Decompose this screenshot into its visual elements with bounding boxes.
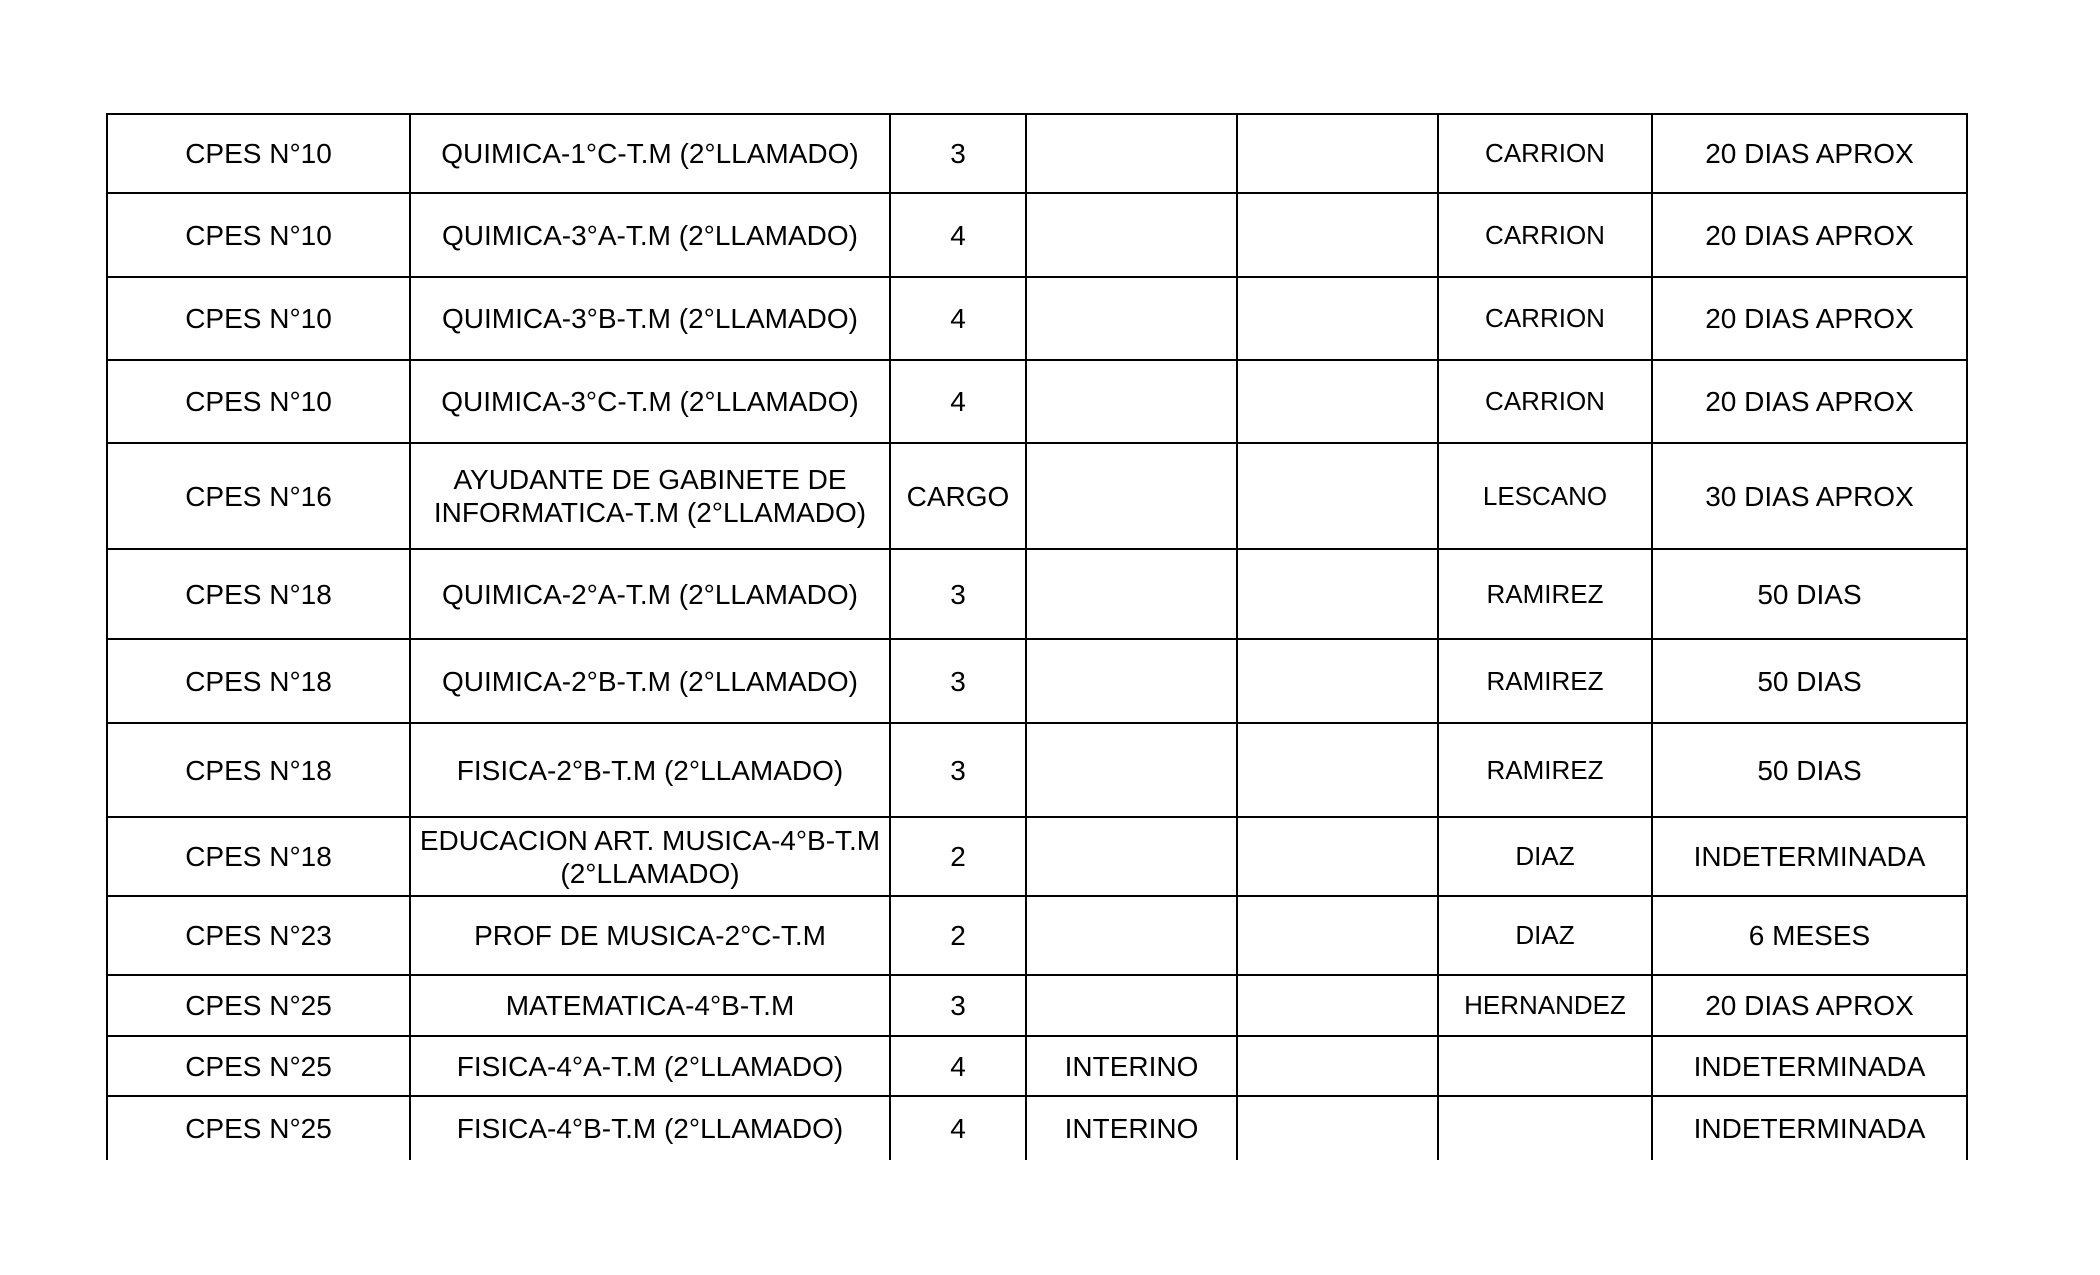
duration-cell: 50 DIAS: [1652, 549, 1967, 639]
school-cell: CPES N°18: [107, 549, 410, 639]
school-cell: CPES N°18: [107, 817, 410, 896]
name-cell: CARRION: [1438, 277, 1652, 360]
hours-cell: CARGO: [890, 443, 1026, 549]
name-cell: CARRION: [1438, 360, 1652, 443]
hours-cell: 4: [890, 277, 1026, 360]
duration-cell: INDETERMINADA: [1652, 1096, 1967, 1160]
subject-cell: QUIMICA-2°A-T.M (2°LLAMADO): [410, 549, 890, 639]
school-cell: CPES N°23: [107, 896, 410, 975]
school-cell: CPES N°25: [107, 975, 410, 1036]
school-cell: CPES N°18: [107, 723, 410, 817]
subject-cell: QUIMICA-2°B-T.M (2°LLAMADO): [410, 639, 890, 723]
subject-cell: QUIMICA-1°C-T.M (2°LLAMADO): [410, 114, 890, 193]
subject-cell: QUIMICA-3°C-T.M (2°LLAMADO): [410, 360, 890, 443]
extra-cell: [1237, 1096, 1438, 1160]
subject-cell: AYUDANTE DE GABINETE DE INFORMATICA-T.M (2°LLAMADO): [410, 443, 890, 549]
status-cell: [1026, 443, 1237, 549]
hours-cell: 3: [890, 549, 1026, 639]
subject-cell: QUIMICA-3°A-T.M (2°LLAMADO): [410, 193, 890, 277]
school-cell: CPES N°16: [107, 443, 410, 549]
school-cell: CPES N°10: [107, 277, 410, 360]
name-cell: DIAZ: [1438, 817, 1652, 896]
duration-cell: 20 DIAS APROX: [1652, 193, 1967, 277]
duration-cell: INDETERMINADA: [1652, 817, 1967, 896]
duration-cell: 50 DIAS: [1652, 723, 1967, 817]
name-cell: LESCANO: [1438, 443, 1652, 549]
extra-cell: [1237, 549, 1438, 639]
extra-cell: [1237, 975, 1438, 1036]
table-row: [107, 277, 1967, 360]
name-cell: RAMIREZ: [1438, 723, 1652, 817]
extra-cell: [1237, 193, 1438, 277]
hours-cell: 3: [890, 723, 1026, 817]
hours-cell: 4: [890, 1096, 1026, 1160]
table-row: [107, 114, 1967, 193]
extra-cell: [1237, 443, 1438, 549]
duration-cell: INDETERMINADA: [1652, 1036, 1967, 1096]
table-row: [107, 639, 1967, 723]
table-row: [107, 443, 1967, 549]
hours-cell: 4: [890, 1036, 1026, 1096]
duration-cell: 20 DIAS APROX: [1652, 114, 1967, 193]
extra-cell: [1237, 360, 1438, 443]
duration-cell: 20 DIAS APROX: [1652, 360, 1967, 443]
extra-cell: [1237, 639, 1438, 723]
hours-cell: 4: [890, 360, 1026, 443]
school-cell: CPES N°18: [107, 639, 410, 723]
subject-cell: MATEMATICA-4°B-T.M: [410, 975, 890, 1036]
extra-cell: [1237, 723, 1438, 817]
table-row: [107, 975, 1967, 1036]
duration-cell: 20 DIAS APROX: [1652, 277, 1967, 360]
duration-cell: 6 MESES: [1652, 896, 1967, 975]
extra-cell: [1237, 277, 1438, 360]
status-cell: [1026, 549, 1237, 639]
name-cell: RAMIREZ: [1438, 639, 1652, 723]
status-cell: [1026, 360, 1237, 443]
extra-cell: [1237, 114, 1438, 193]
table-row: [107, 549, 1967, 639]
subject-cell: FISICA-4°B-T.M (2°LLAMADO): [410, 1096, 890, 1160]
name-cell: RAMIREZ: [1438, 549, 1652, 639]
status-cell: [1026, 975, 1237, 1036]
status-cell: [1026, 114, 1237, 193]
duration-cell: 50 DIAS: [1652, 639, 1967, 723]
status-cell: [1026, 817, 1237, 896]
extra-cell: [1237, 896, 1438, 975]
status-cell: [1026, 723, 1237, 817]
table-row: [107, 360, 1967, 443]
school-cell: CPES N°10: [107, 193, 410, 277]
hours-cell: 2: [890, 896, 1026, 975]
status-cell: [1026, 277, 1237, 360]
school-cell: CPES N°10: [107, 114, 410, 193]
table-row: [107, 817, 1967, 896]
hours-cell: 4: [890, 193, 1026, 277]
school-cell: CPES N°10: [107, 360, 410, 443]
duration-cell: 30 DIAS APROX: [1652, 443, 1967, 549]
name-cell: CARRION: [1438, 193, 1652, 277]
table-body: [107, 114, 1967, 1160]
school-cell: CPES N°25: [107, 1036, 410, 1096]
school-cell: CPES N°25: [107, 1096, 410, 1160]
table-row: [107, 1096, 1967, 1160]
name-cell: CARRION: [1438, 114, 1652, 193]
subject-cell: QUIMICA-3°B-T.M (2°LLAMADO): [410, 277, 890, 360]
hours-cell: 2: [890, 817, 1026, 896]
table-row: [107, 193, 1967, 277]
extra-cell: [1237, 1036, 1438, 1096]
hours-cell: 3: [890, 975, 1026, 1036]
status-cell: [1026, 193, 1237, 277]
table-row: [107, 896, 1967, 975]
status-cell: [1026, 639, 1237, 723]
table-row: [107, 723, 1967, 817]
name-cell: [1438, 1036, 1652, 1096]
status-cell: INTERINO: [1026, 1096, 1237, 1160]
name-cell: DIAZ: [1438, 896, 1652, 975]
vacancy-table: [106, 113, 1968, 1160]
table-row: [107, 1036, 1967, 1096]
hours-cell: 3: [890, 639, 1026, 723]
status-cell: [1026, 896, 1237, 975]
name-cell: [1438, 1096, 1652, 1160]
subject-cell: FISICA-4°A-T.M (2°LLAMADO): [410, 1036, 890, 1096]
subject-cell: EDUCACION ART. MUSICA-4°B-T.M (2°LLAMADO): [410, 817, 890, 896]
hours-cell: 3: [890, 114, 1026, 193]
extra-cell: [1237, 817, 1438, 896]
duration-cell: 20 DIAS APROX: [1652, 975, 1967, 1036]
subject-cell: PROF DE MUSICA-2°C-T.M: [410, 896, 890, 975]
status-cell: INTERINO: [1026, 1036, 1237, 1096]
subject-cell: FISICA-2°B-T.M (2°LLAMADO): [410, 723, 890, 817]
name-cell: HERNANDEZ: [1438, 975, 1652, 1036]
